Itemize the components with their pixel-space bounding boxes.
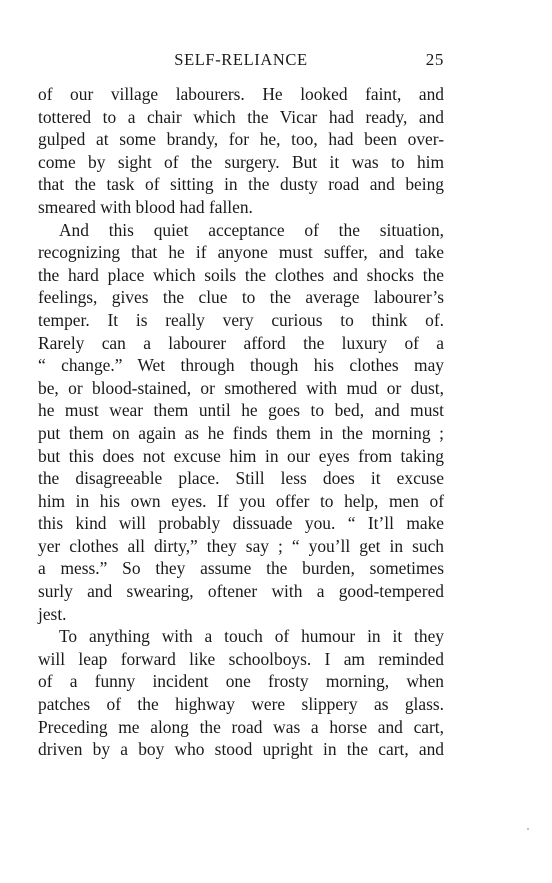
text-line: Preceding me along the road was a horse and cart,: [38, 716, 444, 737]
text-line: the hard place which soils the clothes and shocks the: [38, 264, 444, 285]
text-line: smeared with blood had fallen.: [38, 196, 253, 217]
body-text: [38, 83, 444, 761]
text-line: come by sight of the surgery. But it was to him: [38, 151, 444, 172]
text-line: Rarely can a labourer afford the luxury of a: [38, 332, 444, 353]
text-line: patches of the highway were slippery as glass.: [38, 694, 444, 715]
text-line: of a funny incident one frosty morning, when: [38, 671, 444, 692]
text-line: but this does not excuse him in our eyes from taking: [38, 445, 444, 466]
paragraph-first-line: And this quiet acceptance of the situation,: [59, 219, 444, 240]
paper-speck: [527, 828, 529, 830]
text-line: him in his own eyes. If you offer to help, men of: [38, 490, 444, 511]
text-line: gulped at some brandy, for he, too, had been over-: [38, 129, 444, 150]
text-line: will leap forward like schoolboys. I am reminded: [38, 648, 444, 669]
text-line: feelings, gives the clue to the average labourer’s: [38, 287, 444, 308]
text-line: tottered to a chair which the Vicar had ready, and: [38, 106, 444, 127]
text-line: driven by a boy who stood upright in the cart, and: [38, 739, 444, 760]
running-head: [38, 50, 444, 72]
text-line: recognizing that he if anyone must suffer, and take: [38, 242, 444, 263]
text-line: “ change.” Wet through though his clothes may: [38, 355, 444, 376]
text-line: be, or blood-stained, or smothered with mud or dust,: [38, 377, 444, 398]
text-line: he must wear them until he goes to bed, and must: [38, 400, 444, 421]
text-line: temper. It is really very curious to think of.: [38, 309, 444, 330]
running-title: SELF-RELIANCE: [174, 50, 308, 69]
text-line: put them on again as he finds them in the morning ;: [38, 422, 444, 443]
page-number: 25: [425, 50, 444, 69]
text-line: jest.: [38, 603, 67, 624]
paragraph-first-line: To anything with a touch of humour in it they: [59, 626, 444, 647]
text-line: yer clothes all dirty,” they say ; “ you’ll get in such: [38, 535, 444, 556]
text-line: a mess.” So they assume the burden, sometimes: [38, 558, 444, 579]
text-line: surly and swearing, oftener with a good-tempered: [38, 581, 444, 602]
text-line: this kind will probably dissuade you. “ It’ll make: [38, 513, 444, 534]
text-line: the disagreeable place. Still less does it excuse: [38, 468, 444, 489]
text-line: that the task of sitting in the dusty road and being: [38, 174, 444, 195]
text-line: of our village labourers. He looked faint, and: [38, 84, 444, 104]
